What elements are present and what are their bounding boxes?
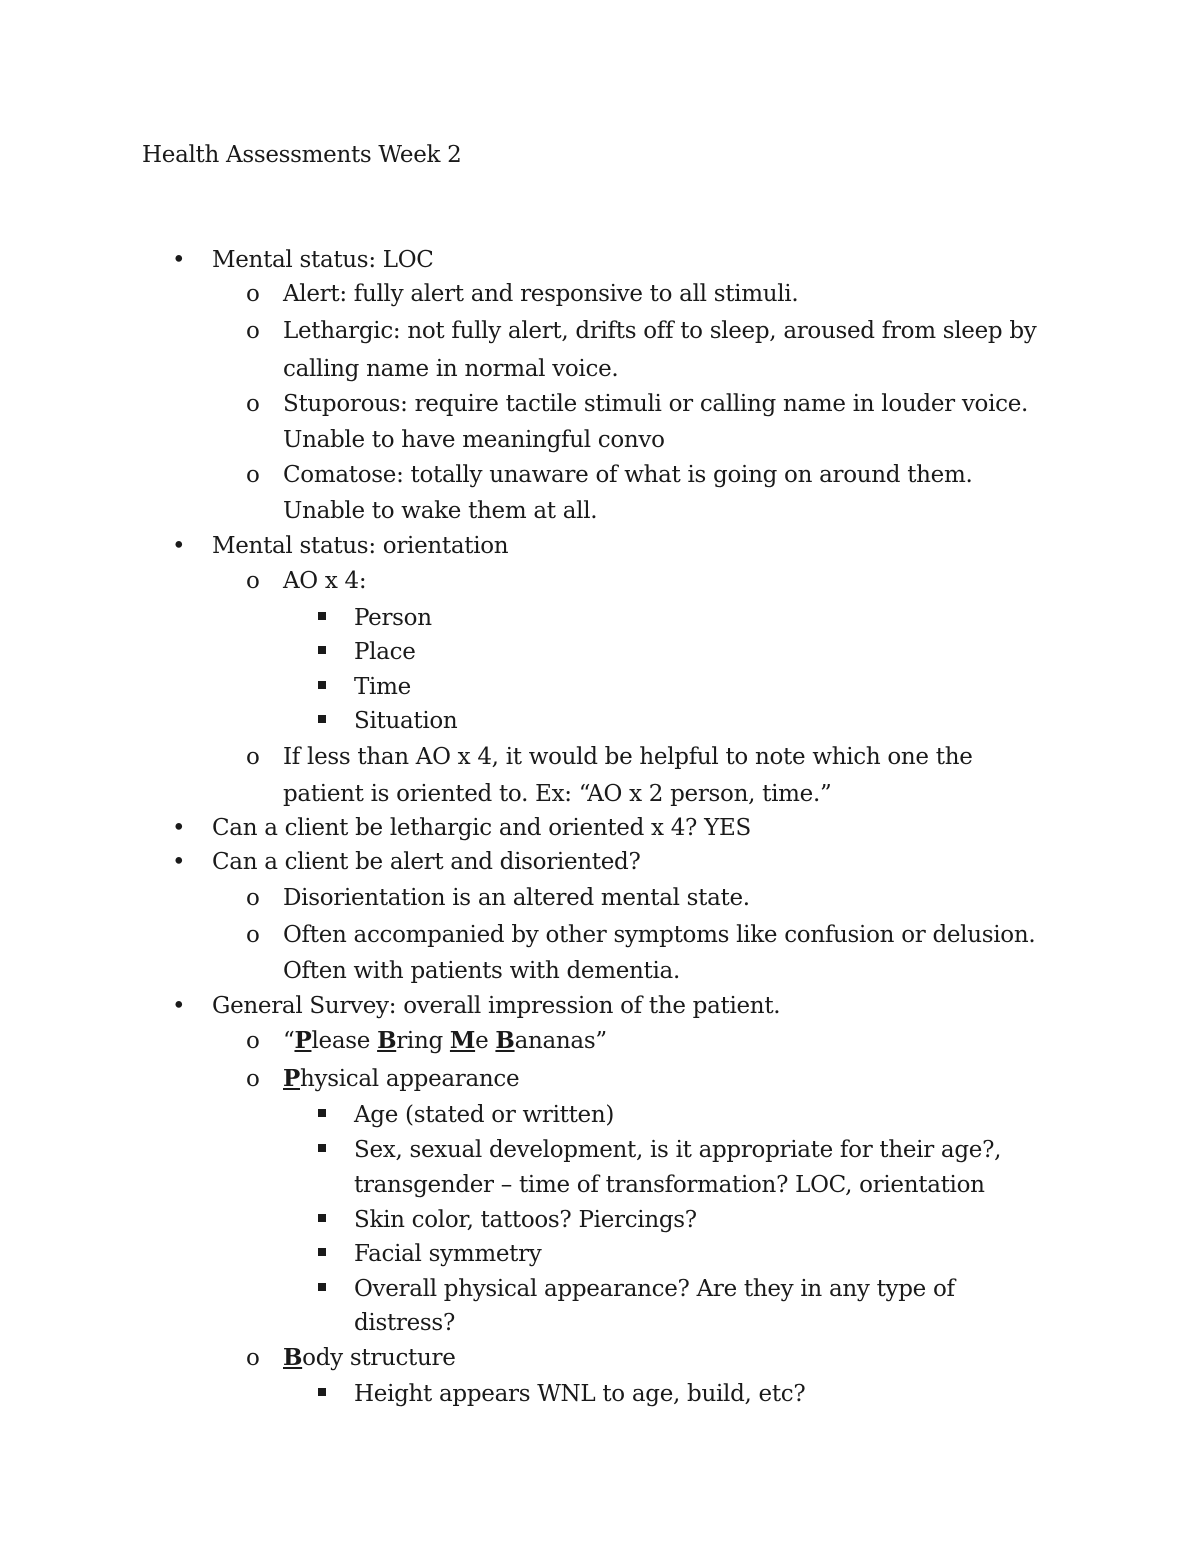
list-item: Sex, sexual development, is it appropriate for their age?, [354, 1137, 1002, 1163]
list-item-continuation: transgender – time of transformation? LOC, orientation [354, 1172, 985, 1198]
list-item: Place [354, 639, 416, 665]
bullet-circle-icon [246, 1064, 260, 1094]
list-item: If less than AO x 4, it would be helpful to note which one the [283, 744, 973, 770]
bullet-dot-icon [172, 813, 186, 843]
list-item: Often accompanied by other symptoms like confusion or delusion. [283, 922, 1036, 948]
list-item: Can a client be alert and disoriented? [212, 849, 641, 875]
list-item-continuation: Often with patients with dementia. [283, 958, 680, 984]
list-item: Person [354, 605, 432, 631]
bullet-dot-icon [172, 531, 186, 561]
bullet-dot-icon [172, 991, 186, 1021]
bullet-dot-icon [172, 847, 186, 877]
bullet-circle-icon [246, 920, 260, 950]
list-item-body-structure: Body structure [283, 1344, 456, 1371]
bullet-dot-icon [172, 245, 186, 275]
bullet-circle-icon [246, 316, 260, 346]
bullet-circle-icon [246, 742, 260, 772]
list-item-continuation: Unable to wake them at all. [283, 498, 598, 524]
list-item: Height appears WNL to age, build, etc? [354, 1381, 806, 1407]
bullet-circle-icon [246, 460, 260, 490]
bullet-square-icon [318, 1379, 326, 1409]
bullet-square-icon [318, 1205, 326, 1235]
bullet-circle-icon [246, 1026, 260, 1056]
bullet-circle-icon [246, 883, 260, 913]
list-item: Disorientation is an altered mental state. [283, 885, 750, 911]
list-item: Overall physical appearance? Are they in any type of [354, 1276, 955, 1302]
list-item: Facial symmetry [354, 1241, 542, 1267]
bullet-square-icon [318, 1100, 326, 1130]
list-item: Lethargic: not fully alert, drifts off to sleep, aroused from sleep by [283, 318, 1037, 344]
list-item: Mental status: LOC [212, 247, 434, 273]
list-item: Mental status: orientation [212, 533, 509, 559]
mnemonic-line: “Please Bring Me Bananas” [283, 1027, 607, 1054]
bullet-square-icon [318, 637, 326, 667]
bullet-square-icon [318, 706, 326, 736]
bullet-square-icon [318, 672, 326, 702]
list-item: AO x 4: [283, 568, 367, 594]
list-item: Alert: fully alert and responsive to all stimuli. [283, 281, 799, 307]
list-item-continuation: patient is oriented to. Ex: “AO x 2 person, time.” [283, 781, 832, 807]
list-item: Time [354, 674, 411, 700]
list-item: Age (stated or written) [354, 1102, 615, 1128]
bullet-circle-icon [246, 279, 260, 309]
list-item: Situation [354, 708, 458, 734]
bullet-circle-icon [246, 389, 260, 419]
bullet-square-icon [318, 1274, 326, 1304]
list-item: Skin color, tattoos? Piercings? [354, 1207, 697, 1233]
document-title: Health Assessments Week 2 [142, 142, 462, 168]
list-item-physical-appearance: Physical appearance [283, 1065, 520, 1092]
list-item-continuation: Unable to have meaningful convo [283, 427, 665, 453]
list-item: Comatose: totally unaware of what is going on around them. [283, 462, 973, 488]
bullet-circle-icon [246, 1343, 260, 1373]
bullet-square-icon [318, 603, 326, 633]
bullet-circle-icon [246, 566, 260, 596]
bullet-square-icon [318, 1135, 326, 1165]
list-item-continuation: distress? [354, 1310, 455, 1336]
list-item: Stuporous: require tactile stimuli or calling name in louder voice. [283, 391, 1029, 417]
list-item: General Survey: overall impression of the patient. [212, 993, 781, 1019]
list-item: Can a client be lethargic and oriented x 4? YES [212, 815, 751, 841]
bullet-square-icon [318, 1239, 326, 1269]
list-item-continuation: calling name in normal voice. [283, 356, 619, 382]
